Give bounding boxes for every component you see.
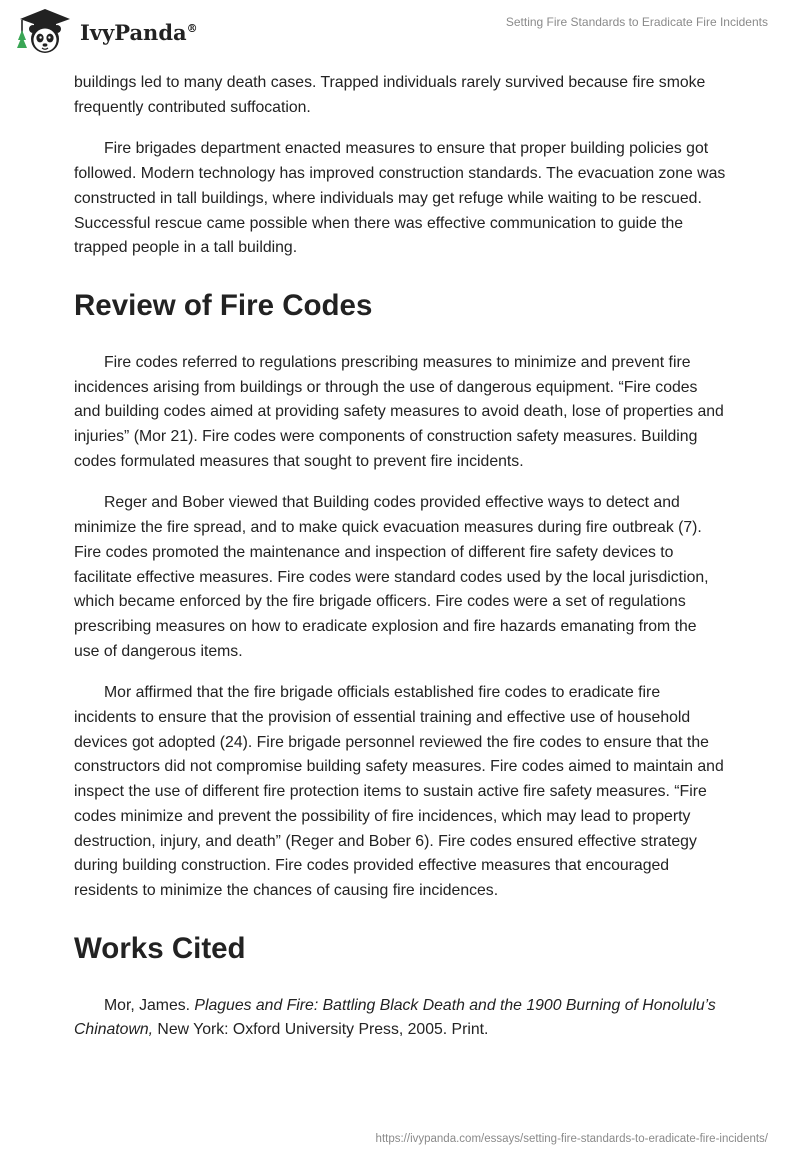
works-cited-heading: Works Cited (74, 931, 246, 965)
running-title: Setting Fire Standards to Eradicate Fire Incidents (505, 15, 768, 29)
review-paragraph-3: Mor affirmed that the fire brigade officials established fire codes to eradicate fire incidents to ensure that the provision of essential training and effective use of household devices got adopted (24). Fire brigade personnel reviewed the fire codes to ensure that the constructors did not compromise building safety measures. Fire codes aimed to maintain and inspect the use of different fire protection items to sustain active fire safety measures. “Fire codes minimize and prevent the possibility of fire incidences, which may lead to property destruction, injury, and death” (Reger and Bober 6). Fire codes ensured effective strategy during building construction. Fire codes provided effective measures that encouraged residents to minimize the chances of causing fire incidences. (74, 684, 724, 899)
paragraph-continued: buildings led to many death cases. Trapped individuals rarely survived because fire smoke frequently contributed suffocation. (74, 74, 706, 116)
review-of-fire-codes-heading: Review of Fire Codes (74, 288, 373, 322)
paragraph-fire-brigades: Fire brigades department enacted measures to ensure that proper building policies got followed. Modern technology has improved construction standards. The evacuation zone was constructed in tall buildings, where individuals may get refuge while waiting to be rescued. Successful rescue came possible when there was effective communication to guide the trapped people in a tall building. (74, 140, 726, 257)
page-header (0, 0, 800, 70)
citation-title: Plagues and Fire: Battling Black Death and the 1900 Burning of Honolulu’s Chinatown, (74, 996, 716, 1039)
review-paragraph-1: Fire codes referred to regulations prescribing measures to minimize and prevent fire incidences arising from buildings or through the use of dangerous equipment. “Fire codes and building codes aimed at providing safety measures to avoid death, lose of properties and injuries” (Mor 21). Fire codes were components of construction safety measures. Building codes formulated measures that sought to prevent fire incidents. (74, 353, 724, 470)
essay-content (74, 71, 726, 1060)
brand-name: IvyPanda® (80, 19, 198, 45)
citation-publisher: New York: Oxford University Press, 2005. Print. (157, 1021, 489, 1039)
citation-author: Mor, James. (104, 996, 191, 1014)
panda-graduate-icon (14, 8, 76, 54)
review-paragraph-2: Reger and Bober viewed that Building codes provided effective ways to detect and minimize the fire spread, and to make quick evacuation measures during fire outbreak (7). Fire codes promoted the maintenance and inspection of different fire safety devices to facilitate effective measures. Fire codes were standard codes used by the local jurisdiction, which became enforced by the fire brigade officers. Fire codes were a set of regulations prescribing measures on how to eradicate explosion and fire hazards emanating from the use of dangerous items. (74, 494, 709, 660)
citation-entry (74, 994, 726, 1043)
source-url[interactable]: https://ivypanda.com/essays/setting-fire-standards-to-eradicate-fire-incidents/ (375, 1133, 768, 1145)
ivypanda-logo[interactable] (14, 8, 198, 54)
